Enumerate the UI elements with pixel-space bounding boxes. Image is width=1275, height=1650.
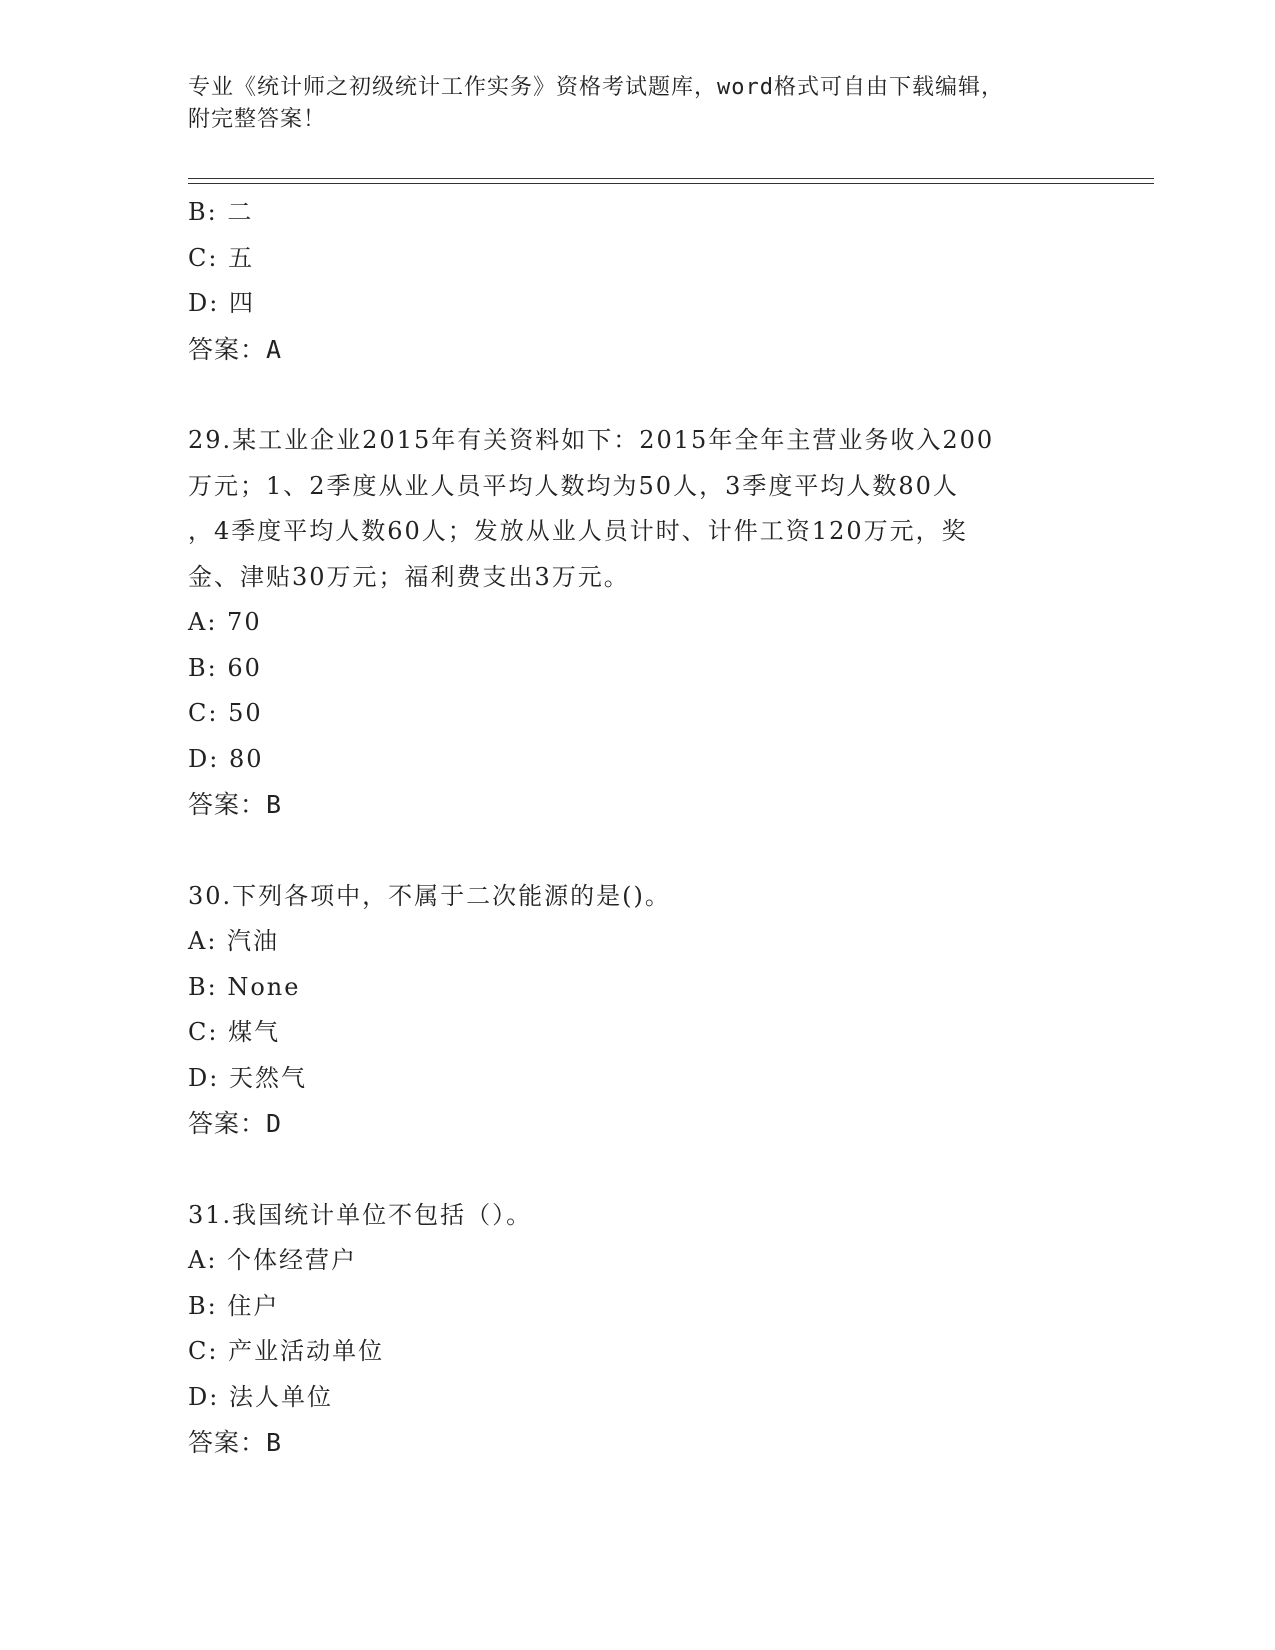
answer: 答案：D	[188, 1109, 283, 1138]
question-stem-line: 万元；1、2季度从业人员平均人数均为50人，3季度平均人数80人	[188, 471, 959, 500]
question-stem: 31.我国统计单位不包括（）。	[188, 1200, 533, 1229]
header-divider	[188, 178, 1154, 184]
question-31	[188, 1193, 1088, 1466]
question-28-partial	[188, 190, 1088, 372]
answer: 答案：B	[188, 790, 283, 819]
question-30	[188, 874, 1088, 1147]
header-line-2: 附完整答案！	[188, 107, 327, 132]
option-c: C: 产业活动单位	[188, 1337, 385, 1365]
question-stem-line: 29.某工业企业2015年有关资料如下：2015年全年主营业务收入200	[188, 426, 995, 454]
option-c: C: 煤气	[188, 1018, 281, 1046]
answer: 答案：B	[188, 1428, 283, 1457]
option-c: C: 50	[188, 699, 263, 727]
option-a: A: 个体经营户	[188, 1246, 358, 1274]
document-header	[188, 72, 1068, 136]
option-b: B: 二	[188, 198, 254, 226]
option-d: D: 四	[188, 289, 255, 317]
question-stem: 30.下列各项中，不属于二次能源的是()。	[188, 881, 671, 910]
answer: 答案：A	[188, 334, 283, 364]
question-list	[188, 190, 1088, 1466]
question-stem-line: ，4季度平均人数60人；发放从业人员计时、计件工资120万元，奖	[188, 517, 968, 545]
question-29	[188, 418, 1088, 828]
option-b: B: 住户	[188, 1291, 280, 1320]
option-b: B: None	[188, 972, 301, 1001]
option-b: B: 60	[188, 653, 262, 682]
option-a: A: 70	[188, 608, 262, 636]
option-c: C: 五	[188, 243, 255, 272]
option-a: A: 汽油	[188, 927, 280, 955]
header-line-1: 专业《统计师之初级统计工作实务》资格考试题库，word格式可自由下载编辑，	[188, 75, 1004, 100]
question-stem-line: 金、津贴30万元；福利费支出3万元。	[188, 562, 630, 591]
option-d: D: 法人单位	[188, 1382, 333, 1411]
option-d: D: 80	[188, 744, 264, 773]
option-d: D: 天然气	[188, 1063, 307, 1092]
